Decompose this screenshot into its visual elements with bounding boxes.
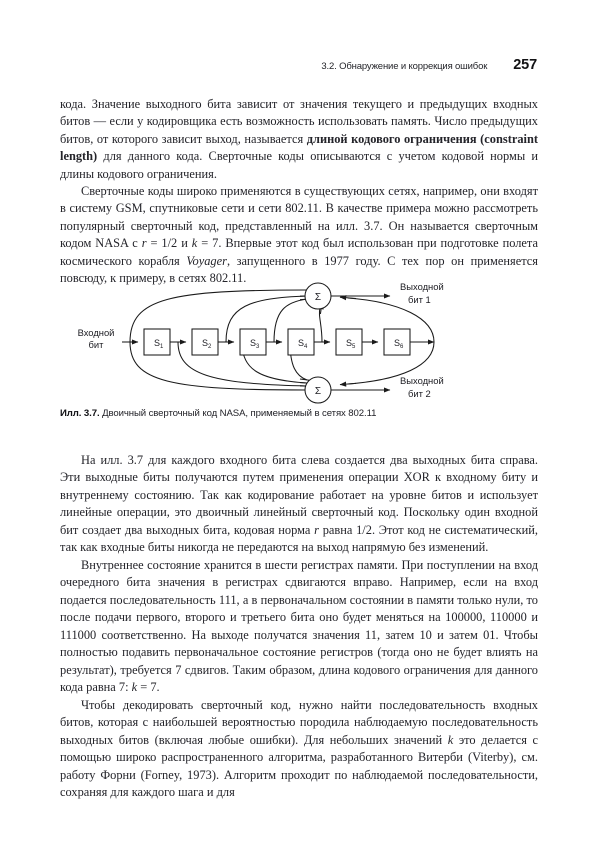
register-s1-label: S [154, 338, 161, 348]
paragraph-5 [60, 697, 538, 802]
register-s2-label: S [202, 338, 209, 348]
output2-label-line2: бит 2 [408, 388, 431, 399]
tap-arrow-sum1-e [340, 297, 356, 298]
para1-text-b: для данного кода. Сверточные коды описываются с учетом кодовой нормы и длины кодового ограничения. [60, 149, 538, 181]
para4-text-a: Внутреннее состояние хранится в шести регистрах памяти. При поступлении на вход очередного бита значения в регистрах сдвигаются вправо. Например, если на вход подается последовательность 111, а в первоначальном состоянии в памяти только нули, то после подачи первого, второго и третьего бита оно будет меняться на 100000, 110000 и 111000 соответственно. На выходе получатся значения 11, затем 10 и затем 01. Чтобы полностью подавить первоначальное состояние регистров (тогда оно не будет влиять на результат), требуется 7 сдвигов. Таким образом, длина кодового ограничения для данного кода равна 7: [60, 558, 538, 695]
para5-text-a: Чтобы декодировать сверточный код, нужно найти последовательность входных битов, которая с наибольшей вероятностью породила наблюдаемую последовательность выходных битов (включая любые ошибки). Для небольших значений [60, 698, 538, 747]
input-label-line2: бит [88, 339, 104, 350]
register-s3-label: S [250, 338, 257, 348]
paragraph-2 [60, 183, 538, 288]
paragraph-3 [60, 452, 538, 557]
para2-var-r: r [141, 236, 147, 251]
figure-convolutional-encoder [60, 278, 538, 404]
register-s5-label: S [346, 338, 353, 348]
register-s2-sub: 2 [208, 344, 212, 350]
para5-var-k: k [447, 732, 454, 747]
figure-caption-text: Двоичный сверточный код NASA, применяемый в сетях 802.11 [99, 408, 377, 419]
adder-sum-1-label: Σ [314, 292, 322, 303]
para3-text-a: На илл. 3.7 для каждого входного бита слева создается два выходных бита справа. Эти выходные биты получаются путем применения операции XOR к входному биту и внутреннему состоянию. Так как кодирование работает на уровне битов и использует линейные операции, это двоичный линейный сверточный код. Поскольку один входной бит создает два выходных бита, кодовая норма [60, 453, 538, 537]
para2-var-k: k [191, 236, 198, 251]
shift-register-s6 [384, 329, 410, 355]
shift-register-s3 [240, 329, 266, 355]
page-number: 257 [513, 57, 537, 73]
register-s6-sub: 6 [400, 344, 404, 350]
output1-label-line2: бит 1 [408, 294, 431, 305]
register-s4-sub: 4 [304, 344, 308, 350]
shift-register-s2 [192, 329, 218, 355]
shift-register-s1 [144, 329, 170, 355]
register-s4-label: S [298, 338, 305, 348]
adder-sum-2-label: Σ [314, 386, 322, 397]
register-s3-sub: 3 [256, 344, 260, 350]
paragraph-block-5 [60, 697, 538, 802]
para5-text-b: это делается с помощью широко распространенного алгоритма, разработанного Витерби (Viterby), см. работу Форни (Forney, 1973). Алгоритм проходит по наблюдаемой последовательности, сохраняя для каждого шага и для [60, 732, 538, 800]
register-s1-sub: 1 [160, 344, 164, 350]
figure-caption [60, 408, 538, 419]
tap-arrow-sum2-e [340, 383, 356, 384]
paragraph-block-4 [60, 557, 538, 697]
para2-text-d: , запущенного в 1977 году. С тех пор он применяется повсюду, к примеру, в сетях 802.11. [60, 253, 538, 286]
para2-text-a: Сверточные коды широко применяются в существующих сетях, например, они входят в систему GSM, спутниковые сети и сети 802.11. В качестве примера можно рассмотреть популярный сверточный код, представленный на илл. 3.7. Он называется сверточным кодом NASA c [60, 184, 538, 251]
para3-var-r: r [314, 522, 319, 537]
para1-bold-term: длиной кодового ограничения (constraint length) [60, 131, 538, 164]
shift-register-s5 [336, 329, 362, 355]
para2-title-voyager: Voyager [186, 253, 227, 268]
para4-text-b: = 7. [137, 680, 160, 695]
running-head-title: 3.2. Обнаружение и коррекция ошибок [321, 61, 488, 72]
para2-text-c: = 7. Впервые этот код был использован при подготовке полета космического корабля [60, 236, 538, 268]
paragraph-block-2 [60, 183, 538, 288]
para1-text-a: кода. Значение выходного бита зависит от значения текущего и предыдущих входных битов — если у кодировщика есть возможность использовать память. Число предыдущих битов, от которого зависит выход, называется [60, 97, 538, 146]
output1-label-line1: Выходной [400, 281, 444, 292]
register-s5-sub: 5 [352, 344, 356, 350]
paragraph-4 [60, 557, 538, 697]
output2-label-line1: Выходной [400, 375, 444, 386]
figure-caption-label: Илл. 3.7. [60, 408, 100, 419]
para4-var-k: k [131, 680, 138, 695]
encoder-diagram [60, 278, 538, 404]
para2-text-b: = 1/2 и [146, 236, 192, 251]
para3-text-b: равна 1/2. Этот код не систематический, так как входные биты никогда не передаются на выход напрямую без изменений. [60, 522, 538, 555]
paragraph-block-3 [60, 452, 538, 557]
running-head [60, 57, 537, 73]
input-label-line1: Входной [77, 327, 115, 338]
shift-register-s4 [288, 329, 314, 355]
paragraph-1 [60, 96, 538, 183]
register-s6-label: S [394, 338, 401, 348]
paragraph-block-1 [60, 96, 538, 183]
